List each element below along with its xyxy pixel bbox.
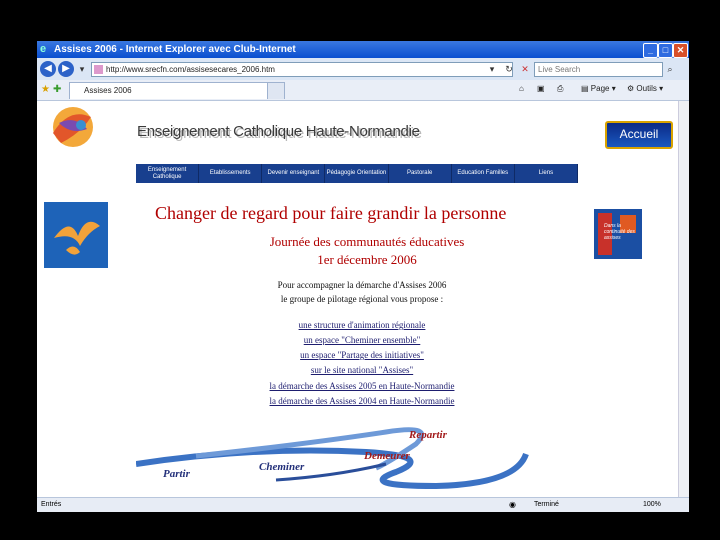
address-bar-row xyxy=(37,58,689,80)
word-cheminer: Cheminer xyxy=(259,461,305,473)
link-partage-initiatives[interactable]: un espace "Partage des initiatives" xyxy=(300,350,424,360)
address-dropdown-button[interactable]: ▾ xyxy=(489,64,495,74)
nav-item-devenir-enseignant[interactable]: Devenir enseignant xyxy=(262,164,325,183)
tools-menu[interactable]: ⚙ Outils ▾ xyxy=(627,84,664,93)
nav-item-liens[interactable]: Liens xyxy=(515,164,578,183)
url-text: http://www.srecfn.com/assisesecares_2006.htm xyxy=(106,65,275,74)
event-title: Journée des communautés éducatives xyxy=(269,234,465,249)
assises-poster-image[interactable] xyxy=(594,209,642,259)
word-repartir: Repartir xyxy=(409,429,447,441)
footer-banner xyxy=(136,424,530,496)
status-left-text: Entrés xyxy=(41,501,62,508)
home-button[interactable]: Accueil xyxy=(605,121,673,149)
new-tab-button[interactable] xyxy=(267,82,285,99)
dropdown-arrow-icon[interactable]: ▾ xyxy=(79,64,85,74)
site-title: Enseignement Catholique Haute-Normandie xyxy=(137,123,420,140)
status-bar xyxy=(37,497,689,512)
nav-item-pedagogie[interactable]: Pédagogie Orientation xyxy=(325,164,388,183)
home-icon[interactable]: ⌂ xyxy=(519,84,524,93)
tab-bar xyxy=(37,80,689,101)
maximize-button[interactable]: □ xyxy=(658,43,673,58)
link-assises-2004[interactable]: la démarche des Assises 2004 en Haute-Normandie xyxy=(269,396,455,406)
bird-emblem-image xyxy=(44,202,108,268)
close-button[interactable]: ✕ xyxy=(673,43,688,58)
zoom-level[interactable]: 100% xyxy=(643,501,661,508)
link-structure-animation[interactable]: une structure d'animation régionale xyxy=(298,320,426,330)
nav-item-etablissements[interactable]: Etablissements xyxy=(199,164,262,183)
ie-logo-icon: e xyxy=(40,43,47,55)
nav-item-education[interactable]: Education Familles xyxy=(452,164,515,183)
site-nav xyxy=(136,164,578,183)
stop-icon[interactable]: ✕ xyxy=(521,64,529,74)
window-title: Assises 2006 - Internet Explorer avec Club-Internet xyxy=(54,44,296,55)
tab-active[interactable] xyxy=(69,82,281,99)
search-icon[interactable]: ⌕ xyxy=(667,64,673,74)
address-input[interactable] xyxy=(91,62,513,77)
search-input[interactable] xyxy=(534,62,663,77)
favorites-star-icon[interactable]: ★ xyxy=(41,84,50,95)
feeds-icon[interactable]: ▣ xyxy=(537,84,545,93)
title-bar xyxy=(37,41,689,58)
nav-item-enseignement[interactable]: Enseignement Catholique xyxy=(136,164,199,183)
browser-window xyxy=(37,41,689,512)
tools-menu-label: Outils xyxy=(636,84,657,93)
poster-caption: Dans la continuité des assises xyxy=(604,223,635,241)
link-cheminer-ensemble[interactable]: un espace "Cheminer ensemble" xyxy=(303,335,421,345)
nav-item-pastorale[interactable]: Pastorale xyxy=(389,164,452,183)
tab-label: Assises 2006 xyxy=(84,86,132,95)
intro-line-2: le groupe de pilotage régional vous propose : xyxy=(280,294,444,304)
refresh-icon[interactable]: ↻ xyxy=(505,64,513,74)
page-menu-label: Page xyxy=(590,84,610,93)
event-date: 1er décembre 2006 xyxy=(317,252,417,267)
minimize-button[interactable]: _ xyxy=(643,43,658,58)
search-placeholder: Live Search xyxy=(538,65,581,74)
vertical-scrollbar[interactable] xyxy=(678,101,689,497)
intro-line-1: Pour accompagner la démarche d'Assises 2006 xyxy=(277,280,447,290)
word-demeurer: Demeurer xyxy=(364,450,410,462)
print-icon[interactable]: ⎙ xyxy=(557,84,564,93)
word-partir: Partir xyxy=(163,468,190,480)
status-zone-text: Terminé xyxy=(534,501,559,508)
link-site-national[interactable]: sur le site national "Assises" xyxy=(310,365,414,375)
page-menu[interactable]: ▤ Page ▾ xyxy=(581,84,616,93)
page-content xyxy=(37,101,689,497)
add-favorites-icon[interactable]: ✚ xyxy=(53,84,62,95)
srecf-logo xyxy=(41,103,103,165)
link-assises-2005[interactable]: la démarche des Assises 2005 en Haute-Normandie xyxy=(269,381,455,391)
forward-button[interactable]: ▶ xyxy=(58,61,74,77)
zone-icon: ◉ xyxy=(509,500,516,509)
swoosh-graphic xyxy=(136,424,530,496)
page-favicon-icon xyxy=(94,65,103,74)
back-button[interactable]: ◀ xyxy=(40,61,56,77)
page-headline: Changer de regard pour faire grandir la personne xyxy=(155,203,507,223)
